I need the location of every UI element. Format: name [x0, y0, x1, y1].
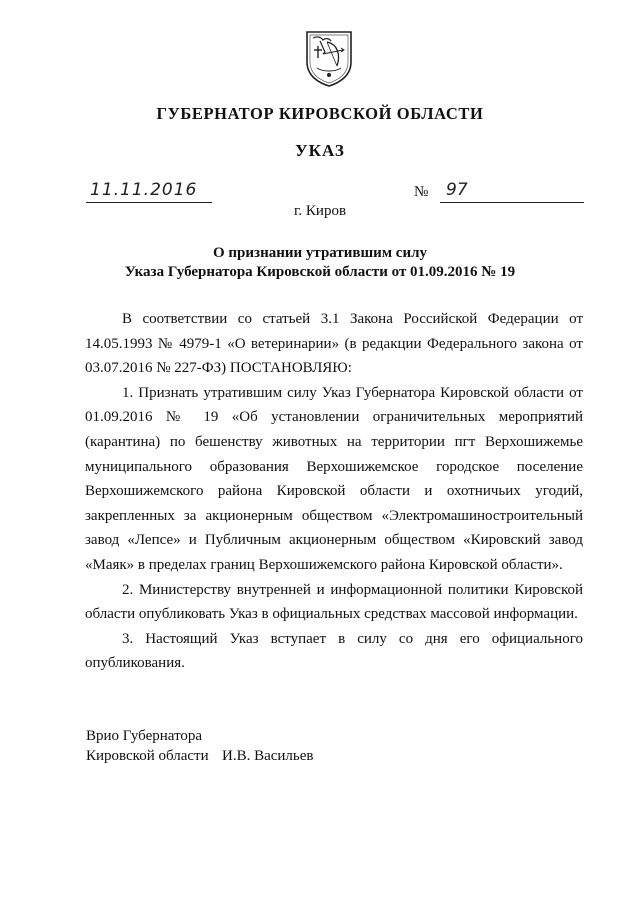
document-body [85, 307, 583, 676]
paragraph-item-1: 1. Признать утратившим силу Указ Губернатора Кировской области от 01.09.2016 № 19 «Об установлении ограничительных мероприятий (карантина) по бешенству животных на территории пгт Верхошижемье муниципального образования Верхошижемское городское поселение Верхошижемского района Кировской области и охотничьих угодий, закрепленных за акционерным обществом «Электромашиностроительный завод «Лепсе» и Публичным акционерным обществом «Кировский завод «Маяк» в пределах границ Верхошижемского района Кировской области». [85, 384, 583, 573]
title-line-2: Указа Губернатора Кировской области от 01.09.2016 № 19 [124, 264, 516, 280]
title-line-1: О признании утратившим силу [213, 245, 427, 261]
document-title [0, 244, 640, 282]
position-line-1: Врио Губернатора [86, 728, 203, 744]
issue-city: г. Киров [293, 203, 347, 219]
handwritten-date: 11.11.2016 [90, 180, 198, 200]
issuing-authority: ГУБЕРНАТОР КИРОВСКОЙ ОБЛАСТИ [156, 104, 484, 123]
signatory-name: И.В. Васильев [222, 748, 314, 764]
number-label: № [414, 184, 429, 200]
position-line-2: Кировской области [86, 748, 209, 764]
paragraph-item-2: 2. Министерству внутренней и информационной политики Кировской области опубликовать Указ в официальных средствах массовой информации. [85, 581, 583, 623]
paragraph-preamble: В соответствии со статьей 3.1 Закона Российской Федерации от 14.05.1993 № 4979-1 «О ветеринарии» (в редакции Федерального закона от 03.07.2016 № 227-ФЗ) ПОСТАНОВЛЯЮ: [85, 311, 583, 377]
handwritten-number: 97 [446, 180, 468, 200]
paragraph-item-3: 3. Настоящий Указ вступает в силу со дня его официального опубликования. [85, 630, 583, 672]
document-type: УКАЗ [295, 141, 345, 160]
number-field [440, 182, 584, 203]
date-field [86, 182, 212, 203]
kirov-coat-of-arms-icon [303, 28, 355, 88]
signatory-position [86, 726, 209, 766]
